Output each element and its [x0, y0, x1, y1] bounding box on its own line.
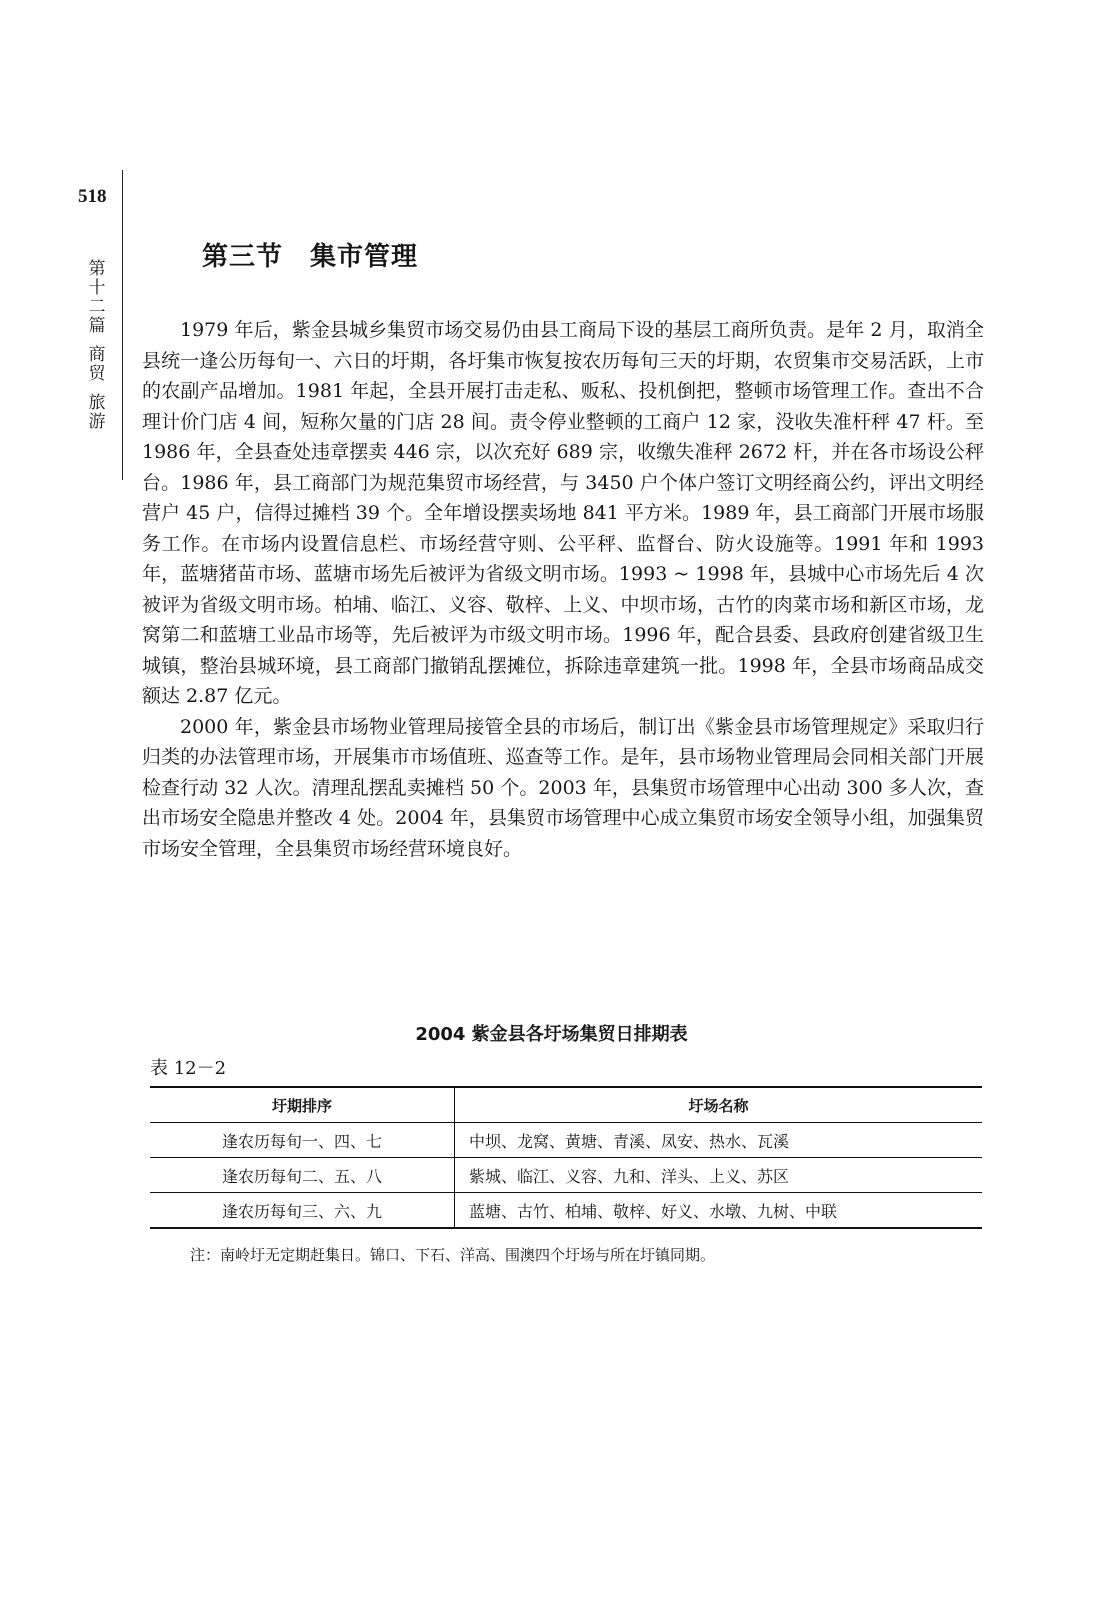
table-cell-period: 逢农历每旬二、五、八	[150, 1158, 455, 1193]
table-note: 注：南岭圩无定期赶集日。锦口、下石、洋高、围澳四个圩场与所在圩镇同期。	[190, 1246, 716, 1264]
table-cell-markets: 紫城、临江、义容、九和、洋头、上义、苏区	[455, 1158, 983, 1193]
margin-divider	[122, 170, 123, 480]
table-header-row	[150, 1087, 982, 1123]
page-number: 518	[78, 186, 107, 207]
table-cell-period: 逢农历每旬三、六、九	[150, 1193, 455, 1229]
table-cell-markets: 蓝塘、古竹、柏埔、敬梓、好义、水墩、九树、中联	[455, 1193, 983, 1229]
chapter-side-label	[84, 260, 110, 432]
table-header-period: 圩期排序	[150, 1087, 455, 1123]
body-paragraph-2: 2000 年，紫金县市场物业管理局接管全县的市场后，制订出《紫金县市场管理规定》采取归行归类的办法管理市场，开展集市市场值班、巡查等工作。是年，县市场物业管理局会同相关部门开展检查行动 32 人次。清理乱摆乱卖摊档 50 个。2003 年，县集贸市场管理中心出动 300 多人次，查出市场安全隐患并整改 4 处。2004 年，县集贸市场管理中心成立集贸市场安全领导小组，加强集贸市场安全管理，全县集贸市场经营环境良好。	[142, 715, 984, 860]
section-title: 第三节 集市管理	[202, 242, 419, 272]
table-title: 2004 紫金县各圩场集贸日排期表	[415, 1024, 688, 1045]
table-row	[150, 1193, 982, 1229]
market-schedule-table	[150, 1086, 982, 1229]
table-cell-markets: 中坝、龙窝、黄塘、青溪、凤安、热水、瓦溪	[455, 1123, 983, 1158]
table-number: 表 12－2	[150, 1058, 227, 1079]
section-body	[142, 315, 984, 864]
table-cell-period: 逢农历每旬一、四、七	[150, 1123, 455, 1158]
table-header-markets: 圩场名称	[455, 1087, 983, 1123]
chapter-part-label: 第十二篇	[88, 259, 106, 336]
table-row	[150, 1123, 982, 1158]
chapter-topic-label-2: 旅游	[88, 393, 106, 432]
chapter-topic-label-1: 商贸	[88, 345, 106, 384]
body-paragraph-1: 1979 年后，紫金县城乡集贸市场交易仍由县工商局下设的基层工商所负责。是年 2 月，取消全县统一逢公历每旬一、六日的圩期，各圩集市恢复按农历每旬三天的圩期，农贸集市交易活跃，上市的农副产品增加。1981 年起，全县开展打击走私、贩私、投机倒把，整顿市场管理工作。查出不合理计价门店 4 间，短称欠量的门店 28 间。责令停业整顿的工商户 12 家，没收失准杆秤 47 杆。至 1986 年，全县查处违章摆卖 446 宗，以次充好 689 宗，收缴失准秤 2672 杆，并在各市场设公秤台。1986 年，县工商部门为规范集贸市场经营，与 3450 户个体户签订文明经商公约，评出文明经营户 45 户，信得过摊档 39 个。全年增设摆卖场地 841 平方米。1989 年，县工商部门开展市场服务工作。在市场内设置信息栏、市场经营守则、公平秤、监督台、防火设施等。1991 年和 1993 年，蓝塘猪苗市场、蓝塘市场先后被评为省级文明市场。1993 ~ 1998 年，县城中心市场先后 4 次被评为省级文明市场。柏埔、临江、义容、敬梓、上义、中坝市场，古竹的肉菜市场和新区市场，龙窝第二和蓝塘工业品市场等，先后被评为市级文明市场。1996 年，配合县委、县政府创建省级卫生城镇，整治县城环境，县工商部门撤销乱摆摊位，拆除违章建筑一批。1998 年，全县市场商品成交额达 2.87 亿元。	[142, 319, 984, 707]
table-row	[150, 1158, 982, 1193]
